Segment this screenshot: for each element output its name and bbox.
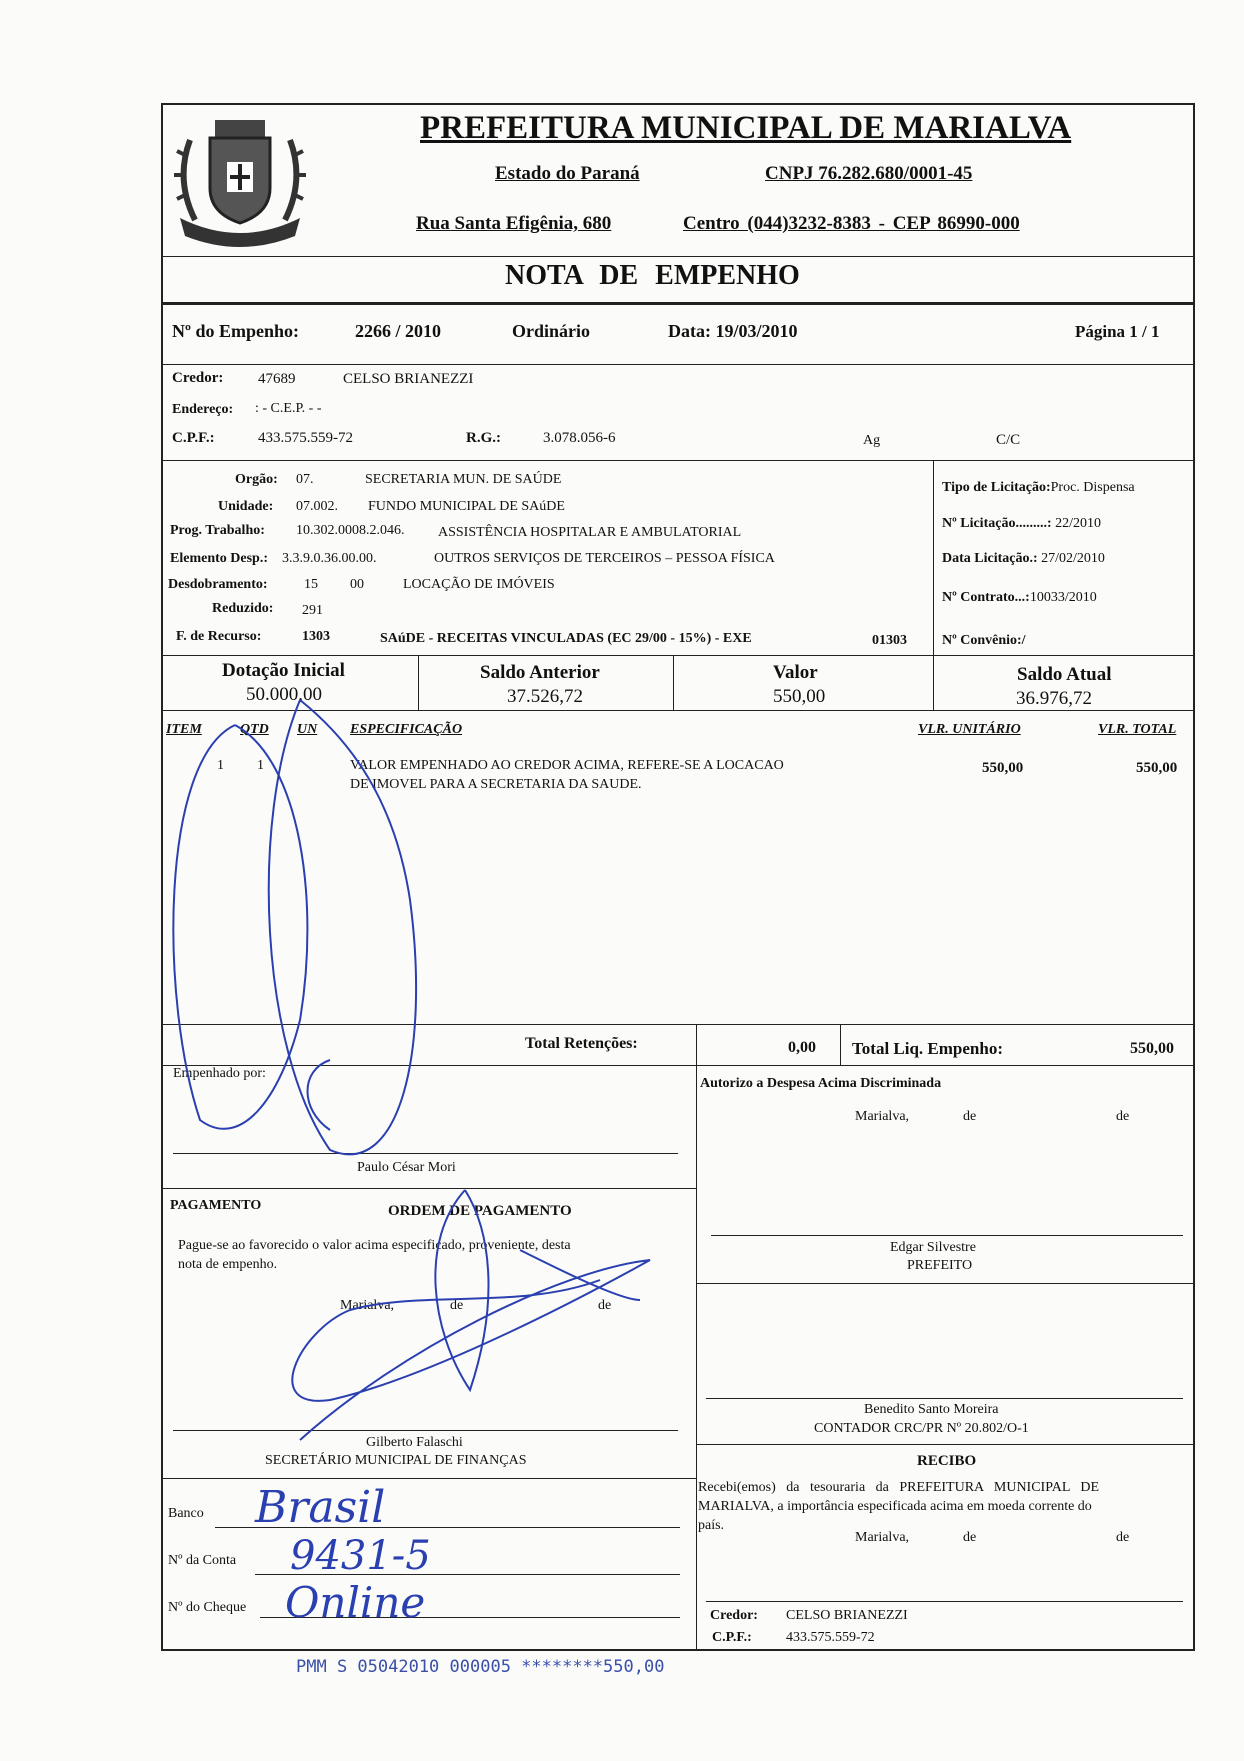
retencoes-value: 0,00 [788, 1039, 816, 1056]
col-un: UN [297, 722, 318, 737]
prog-name: ASSISTÊNCIA HOSPITALAR E AMBULATORIAL [438, 525, 742, 540]
ordem-pagamento: ORDEM DE PAGAMENTO [388, 1203, 572, 1219]
orgao-name: SECRETARIA MUN. DE SAÚDE [365, 472, 562, 487]
prog-code: 10.302.0008.2.046. [296, 523, 405, 538]
saldo-atual-value: 36.976,72 [1016, 688, 1092, 709]
pag-de-2: de [598, 1298, 612, 1313]
recurso-label: F. de Recurso: [176, 629, 262, 644]
liq-value: 550,00 [1130, 1040, 1174, 1057]
reduzido-label: Reduzido: [212, 601, 274, 616]
recibo-text-2: MARIALVA, a importância especificada acima em moeda corrente do [698, 1499, 1092, 1514]
pague-se-1: Pague-se ao favorecido o valor acima especificado, proveniente, desta [178, 1238, 571, 1253]
licitacao-tipo-label: Tipo de Licitação:Proc. Dispensa [942, 480, 1135, 495]
recurso-num: 01303 [872, 633, 907, 648]
col-spec: ESPECIFICAÇÃO [350, 722, 463, 737]
reduzido-value: 291 [302, 603, 323, 618]
unidade-name: FUNDO MUNICIPAL DE SAúDE [368, 499, 565, 514]
contrato: Nº Contrato...:10033/2010 [942, 590, 1097, 605]
conta-label: Nº da Conta [168, 1553, 237, 1568]
pag-local: Marialva, [340, 1298, 395, 1313]
cheque-label: Nº do Cheque [168, 1600, 247, 1615]
conta-handwritten: 9431-5 [290, 1533, 431, 1579]
row-item: 1 [217, 758, 224, 773]
dotacao-label: Dotação Inicial [222, 660, 345, 681]
banco-handwritten: Brasil [255, 1482, 386, 1533]
recurso-name: SAúDE - RECEITAS VINCULADAS (EC 29/00 - 15%) - EXE [380, 631, 752, 646]
prefeitura-title: PREFEITURA MUNICIPAL DE MARIALVA [420, 110, 1072, 146]
licitacao-num: Nº Licitação.........: 22/2010 [942, 516, 1101, 531]
rg-value: 3.078.056-6 [543, 430, 616, 446]
contador-title: CONTADOR CRC/PR Nº 20.802/O-1 [814, 1421, 1029, 1436]
pagamento-label: PAGAMENTO [170, 1198, 262, 1213]
unidade-code: 07.002. [296, 499, 338, 514]
col-item: ITEM [166, 722, 202, 737]
desdob-sub: 00 [350, 577, 364, 592]
recibo-text-1: Recebi(emos) da tesouraria da PREFEITURA MUNICIPAL DE [698, 1480, 1100, 1495]
cnpj: CNPJ 76.282.680/0001-45 [765, 163, 973, 184]
elemento-label: Elemento Desp.: [170, 551, 268, 566]
desdob-code: 15 [304, 577, 318, 592]
desdob-label: Desdobramento: [168, 577, 268, 592]
cpf-label: C.P.F.: [172, 430, 215, 446]
contador-name: Benedito Santo Moreira [864, 1402, 999, 1417]
row-spec-1: VALOR EMPENHADO AO CREDOR ACIMA, REFERE-SE A LOCACAO [350, 758, 784, 773]
credor-code: 47689 [258, 371, 296, 387]
retencoes-label: Total Retenções: [525, 1035, 638, 1052]
saldo-anterior-value: 37.526,72 [507, 686, 583, 707]
credor-label: Credor: [172, 370, 224, 386]
recibo-text-3: país. [698, 1518, 725, 1533]
col-qtd: QTD [240, 722, 269, 737]
doc-title: NOTA DE EMPENHO [505, 260, 800, 291]
convenio: Nº Convênio:/ [942, 633, 1026, 648]
prefeito-title: PREFEITO [907, 1258, 973, 1273]
recibo-de-1: de [963, 1530, 977, 1545]
row-qtd: 1 [257, 758, 264, 773]
recibo-title: RECIBO [917, 1453, 977, 1469]
valor-label: Valor [773, 662, 818, 683]
cpf-value: 433.575.559-72 [258, 430, 353, 446]
row-total: 550,00 [1136, 760, 1178, 776]
empenho-number: 2266 / 2010 [355, 321, 442, 341]
sec-title: SECRETÁRIO MUNICIPAL DE FINANÇAS [265, 1453, 527, 1468]
orgao-label: Orgão: [235, 472, 278, 487]
page-number: Página 1 / 1 [1075, 322, 1160, 341]
valor-value: 550,00 [773, 686, 826, 707]
credor-name: CELSO BRIANEZZI [343, 371, 474, 387]
aut-de-1: de [963, 1109, 977, 1124]
prefeito-name: Edgar Silvestre [890, 1240, 976, 1255]
row-unit: 550,00 [982, 760, 1024, 776]
rg-label: R.G.: [466, 430, 501, 446]
empenho-date: Data: 19/03/2010 [668, 321, 798, 341]
licitacao-data: Data Licitação.: 27/02/2010 [942, 551, 1105, 566]
sec-name: Gilberto Falaschi [366, 1435, 463, 1450]
recibo-cpf: 433.575.559-72 [786, 1630, 875, 1645]
payment-stamp: PMM S 05042010 000005 ********550,00 [296, 1657, 665, 1677]
saldo-atual-label: Saldo Atual [1017, 664, 1112, 685]
elemento-name: OUTROS SERVIÇOS DE TERCEIROS – PESSOA FÍSICA [434, 551, 775, 566]
elemento-code: 3.3.9.0.36.00.00. [282, 551, 377, 566]
cheque-handwritten: Online [285, 1578, 426, 1627]
contact: Centro (044)3232-8383 - CEP 86990-000 [683, 213, 1020, 234]
ag-label: Ag [863, 433, 881, 448]
saldo-anterior-label: Saldo Anterior [480, 662, 600, 683]
empenhado-label: Empenhado por: [173, 1066, 266, 1081]
autorizo-label: Autorizo a Despesa Acima Discriminada [700, 1076, 942, 1091]
col-total: VLR. TOTAL [1098, 722, 1177, 737]
recibo-de-2: de [1116, 1530, 1130, 1545]
col-unit: VLR. UNITÁRIO [918, 722, 1021, 737]
dotacao-value: 50.000,00 [246, 684, 322, 705]
recibo-cpf-label: C.P.F.: [712, 1630, 752, 1645]
prog-label: Prog. Trabalho: [170, 523, 265, 538]
address: Rua Santa Efigênia, 680 [416, 213, 612, 234]
recurso-code: 1303 [302, 629, 330, 644]
pague-se-2: nota de empenho. [178, 1257, 278, 1272]
banco-label: Banco [168, 1506, 204, 1521]
recibo-local: Marialva, [855, 1530, 910, 1545]
liq-label: Total Liq. Empenho: [852, 1039, 1003, 1058]
desdob-name: LOCAÇÃO DE IMÓVEIS [403, 577, 555, 592]
unidade-label: Unidade: [218, 499, 274, 514]
cc-label: C/C [996, 432, 1021, 448]
aut-local: Marialva, [855, 1109, 910, 1124]
endereco-label: Endereço: [172, 402, 234, 417]
empenho-type: Ordinário [512, 321, 591, 341]
recibo-credor-label: Credor: [710, 1608, 758, 1623]
row-spec-2: DE IMOVEL PARA A SECRETARIA DA SAUDE. [350, 777, 642, 792]
state-label: Estado do Paraná [495, 163, 640, 184]
empenho-label: Nº do Empenho: [172, 321, 299, 341]
empenhado-name: Paulo César Mori [357, 1160, 456, 1175]
endereco-value: : - C.E.P. - - [255, 401, 322, 416]
recibo-credor: CELSO BRIANEZZI [786, 1608, 908, 1623]
aut-de-2: de [1116, 1109, 1130, 1124]
orgao-code: 07. [296, 472, 314, 487]
pag-de-1: de [450, 1298, 464, 1313]
